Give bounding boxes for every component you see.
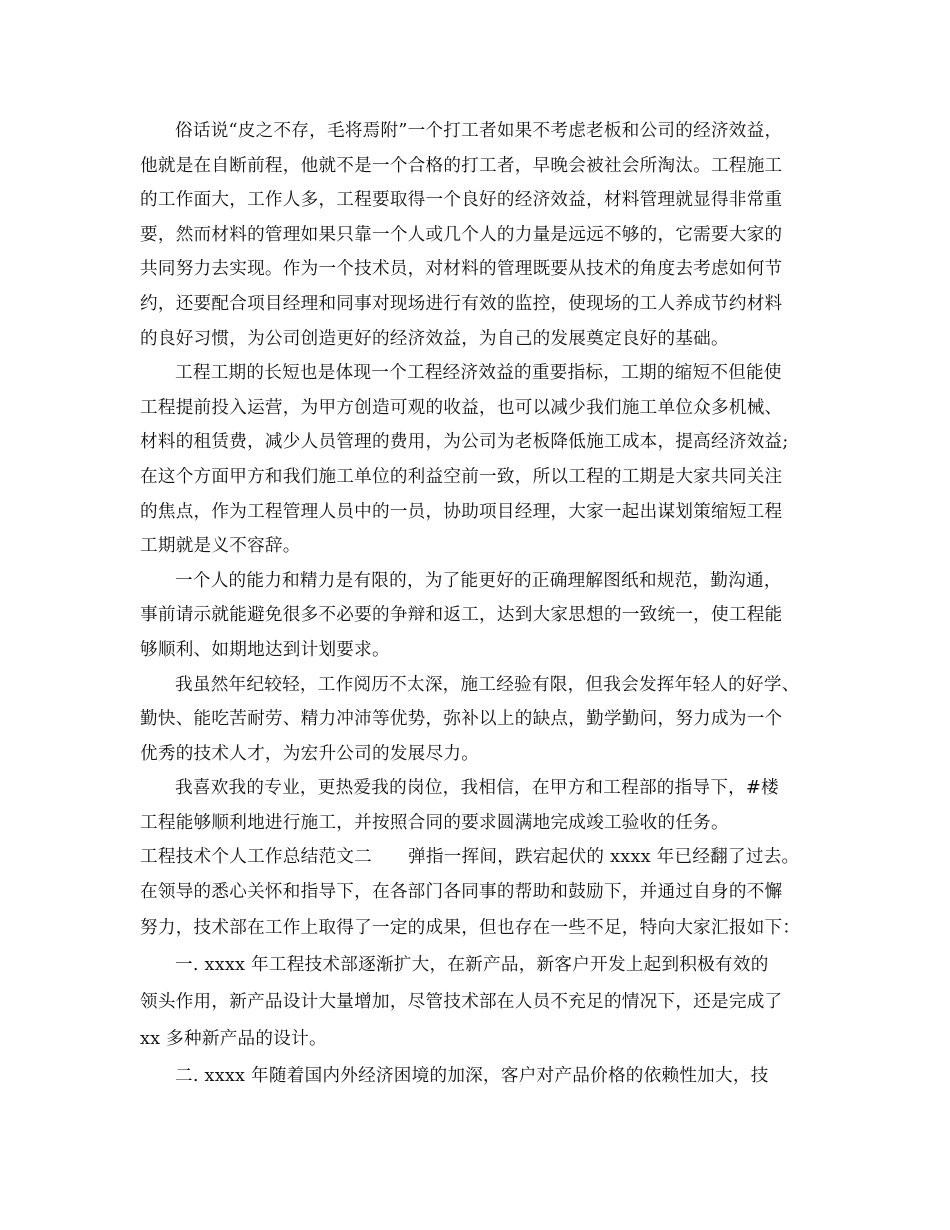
paragraph-2-line-1: 工程工期的长短也是体现一个工程经济效益的重要指标，工期的缩短不但能使 [175,363,782,384]
item-2-line-1: 二. xxxx 年随着国内外经济困境的加深，客户对产品价格的依赖性加大，技 [175,1065,769,1086]
paragraph-2-line-3: 材料的租赁费，减少人员管理的费用，为公司为老板降低施工成本，提高经济效益; [140,432,789,453]
paragraph-4-line-3: 优秀的技术人才，为宏升公司的发展尽力。 [140,743,480,764]
paragraph-3-line-2: 事前请示就能避免很多不必要的争辩和返工，达到大家思想的一致统一，使工程能 [140,605,783,626]
paragraph-2-line-6: 工期就是义不容辞。 [140,536,301,557]
paragraph-3-line-1: 一个人的能力和精力是有限的，为了能更好的正确理解图纸和规范，勤沟通， [175,570,782,591]
section-heading: 工程技术个人工作总结范文二 [140,847,372,868]
paragraph-6-line-2: 在领导的悉心关怀和指导下，在各部门各同事的帮助和鼓励下，并通过自身的不懈 [140,882,783,903]
paragraph-4-line-1: 我虽然年纪较轻，工作阅历不太深，施工经验有限，但我会发挥年轻人的好学、 [175,674,800,695]
paragraph-5-line-1: 我喜欢我的专业，更热爱我的岗位，我相信，在甲方和工程部的指导下，#楼 [175,778,779,799]
item-1-line-2: 领头作用，新产品设计大量增加，尽管技术部在人员不充足的情况下，还是完成了 [140,991,783,1012]
paragraph-2-line-5: 的焦点，作为工程管理人员中的一员，协助项目经理，大家一起出谋划策缩短工程 [140,501,783,522]
paragraph-1-line-2: 他就是在自断前程，他就不是一个合格的打工者，早晚会被社会所淘汰。工程施工 [140,155,783,176]
paragraph-5-line-2: 工程能够顺利地进行施工，并按照合同的要求圆满地完成竣工验收的任务。 [140,812,729,833]
paragraph-1-line-1: 俗话说“皮之不存，毛将焉附”一个打工者如果不考虑老板和公司的经济效益， [175,121,783,141]
paragraph-1-line-5: 共同努力去实现。作为一个技术员，对材料的管理既要从技术的角度去考虑如何节 [140,259,783,280]
paragraph-1-line-4: 要，然而材料的管理如果只靠一个人或几个人的力量是远远不够的，它需要大家的 [140,224,783,245]
paragraph-2-line-4: 在这个方面甲方和我们施工单位的利益空前一致，所以工程的工期是大家共同关注 [140,466,783,487]
paragraph-4-line-2: 勤快、能吃苦耐劳、精力冲沛等优势，弥补以上的缺点，勤学勤问，努力成为一个 [140,709,783,730]
item-1-line-3: xx 多种新产品的设计。 [140,1028,327,1049]
section-heading-line [140,840,826,875]
paragraph-1-line-7: 的良好习惯，为公司创造更好的经济效益，为自己的发展奠定良好的基础。 [140,328,729,349]
section-intro: 弹指一挥间，跌宕起伏的 xxxx 年已经翻了过去。 [407,847,800,868]
paragraph-2-line-2: 工程提前投入运营，为甲方创造可观的收益，也可以减少我们施工单位众多机械、 [140,397,783,418]
item-1-line-1: 一. xxxx 年工程技术部逐渐扩大，在新产品，新客户开发上起到积极有效的 [175,954,769,975]
paragraph-1-line-6: 约，还要配合项目经理和同事对现场进行有效的监控，使现场的工人养成节约材料 [140,293,783,314]
paragraph-3-line-3: 够顺利、如期地达到计划要求。 [140,639,390,660]
paragraph-1-line-3: 的工作面大，工作人多，工程要取得一个良好的经济效益，材料管理就显得非常重 [140,190,783,211]
paragraph-6-line-3: 努力，技术部在工作上取得了一定的成果，但也存在一些不足，特向大家汇报如下： [140,917,801,938]
document-page [140,114,826,1095]
